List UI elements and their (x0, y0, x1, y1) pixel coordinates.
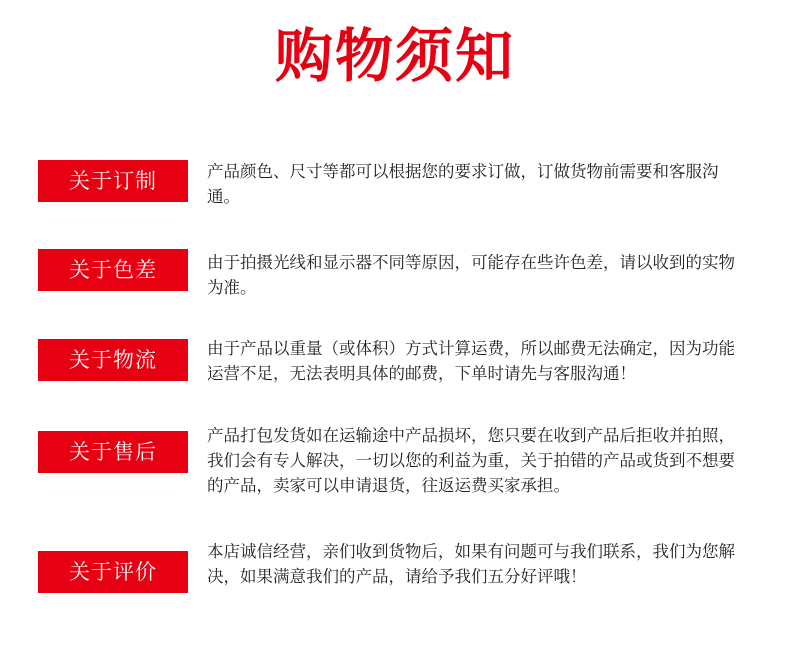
section-label-after-sales: 关于售后 (38, 431, 188, 473)
page-title: 购物须知 (274, 22, 515, 90)
section-label-logistics: 关于物流 (38, 339, 188, 381)
section-text-customization: 产品颜色、尺寸等都可以根据您的要求订做，订做货物前需要和客服沟通。 (207, 162, 719, 206)
section-label-color-difference: 关于色差 (38, 249, 188, 291)
section-text-after-sales: 产品打包发货如在运输途中产品损坏，您只要在收到产品后拒收并拍照，我们会有专人解决，一切以您的利益为重，关于拍错的产品或货到不想要的产品，卖家可以申请退货，往返运费买家承担。 (207, 426, 735, 495)
section-text-logistics: 由于产品以重量（或体积）方式计算运费，所以邮费无法确定，因为功能运营不足，无法表明具体的邮费，下单时请先与客服沟通！ (207, 339, 735, 383)
section-text-review: 本店诚信经营，亲们收到货物后，如果有问题可与我们联系，我们为您解决，如果满意我们的产品，请给予我们五分好评哦！ (207, 542, 735, 586)
section-text-color-difference: 由于拍摄光线和显示器不同等原因，可能存在些许色差，请以收到的实物为准。 (207, 253, 735, 297)
section-label-customization: 关于订制 (38, 160, 188, 202)
section-label-review: 关于评价 (38, 551, 188, 593)
